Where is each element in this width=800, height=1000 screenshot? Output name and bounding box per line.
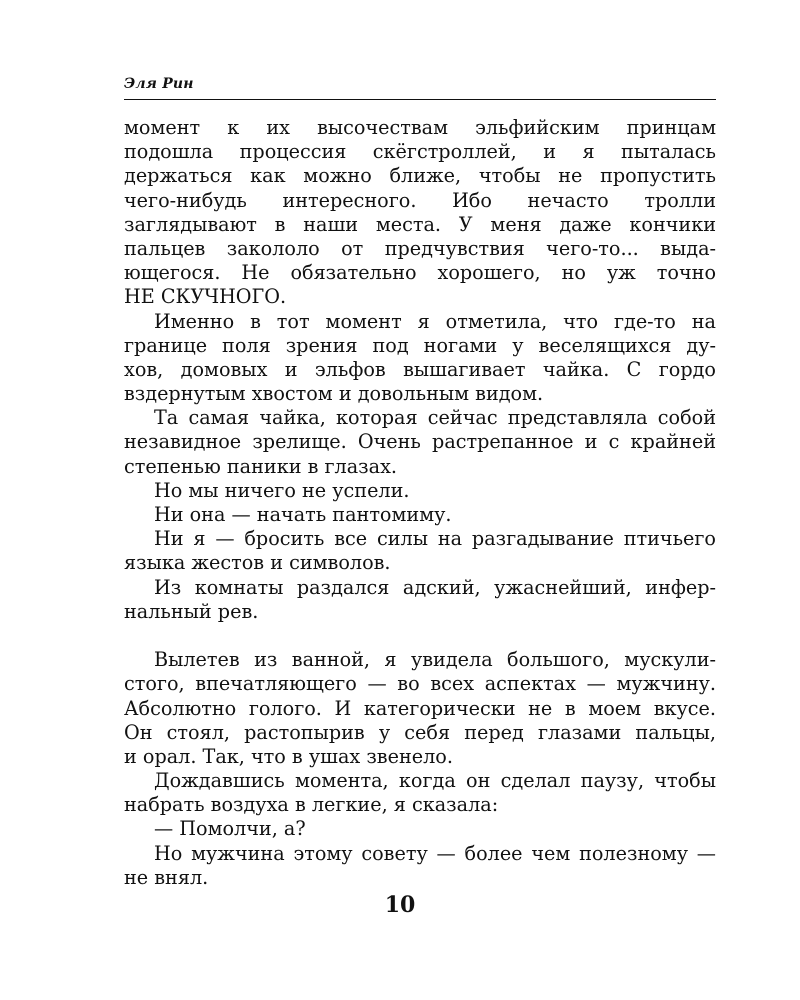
text-line: Абсолютно голого. И категорически не в моем вкусе. — [124, 696, 716, 720]
text-line: хов, домовых и эльфов вышагивает чайка. С гордо — [124, 357, 716, 381]
text-line: Но мы ничего не успели. — [154, 478, 410, 502]
text-line: Вылетев из ванной, я увидела большого, мускули- — [154, 648, 716, 672]
header-rule — [124, 99, 716, 100]
text-line: заглядывают в наши места. У меня даже кончики — [124, 212, 716, 236]
text-line: момент к их высочествам эльфийским принцам — [124, 116, 716, 139]
paragraph-break — [124, 624, 716, 648]
text-line: Дождавшись момента, когда он сделал паузу, чтобы — [154, 769, 716, 793]
text-line: пальцев закололо от предчувствия чего-то... выда- — [124, 236, 716, 260]
text-line: держаться как можно ближе, чтобы не пропустить — [124, 164, 716, 188]
text-line: ющегося. Не обязательно хорошего, но уж точно — [124, 261, 716, 285]
text-line: вздернутым хвостом и довольным видом. — [124, 382, 544, 406]
text-line: не внял. — [124, 865, 209, 889]
text-line: и орал. Так, что в ушах звенело. — [124, 744, 453, 768]
text-line: нальный рев. — [124, 599, 259, 623]
text-line: набрать воздуха в легкие, я сказала: — [124, 793, 499, 817]
text-line: Та самая чайка, которая сейчас представляла собой — [154, 406, 716, 430]
text-line: Из комнаты раздался адский, ужаснейший, инфер- — [154, 575, 716, 599]
text-line: подошла процессия скёгстроллей, и я пыталась — [124, 140, 716, 164]
text-line: стого, впечатляющего — во всех аспектах — мужчину. — [124, 672, 716, 696]
body-text — [124, 116, 716, 890]
text-line: Ни я — бросить все силы на разгадывание птичьего — [154, 527, 716, 551]
text-line: границе поля зрения под ногами у веселящихся ду- — [124, 333, 716, 357]
text-line: незавидное зрелище. Очень растрепанное и с крайней — [124, 430, 716, 454]
text-line: Ни она — начать пантомиму. — [154, 503, 452, 526]
text-line: чего-нибудь интересного. Ибо нечасто тролли — [124, 188, 716, 212]
text-line: степенью паники в глазах. — [124, 454, 397, 478]
text-line: языка жестов и символов. — [124, 551, 391, 575]
text-line: Но мужчина этому совету — более чем полезному — — [154, 841, 716, 865]
page-number: 10 — [384, 892, 416, 918]
text-line: НЕ СКУЧНОГО. — [124, 285, 287, 309]
text-line: — Помолчи, а? — [154, 817, 306, 841]
running-head-author: Эля Рин — [124, 76, 194, 92]
text-line: Именно в тот момент я отметила, что где-то на — [154, 309, 716, 333]
text-line: Он стоял, растопырив у себя перед глазами пальцы, — [124, 720, 716, 744]
